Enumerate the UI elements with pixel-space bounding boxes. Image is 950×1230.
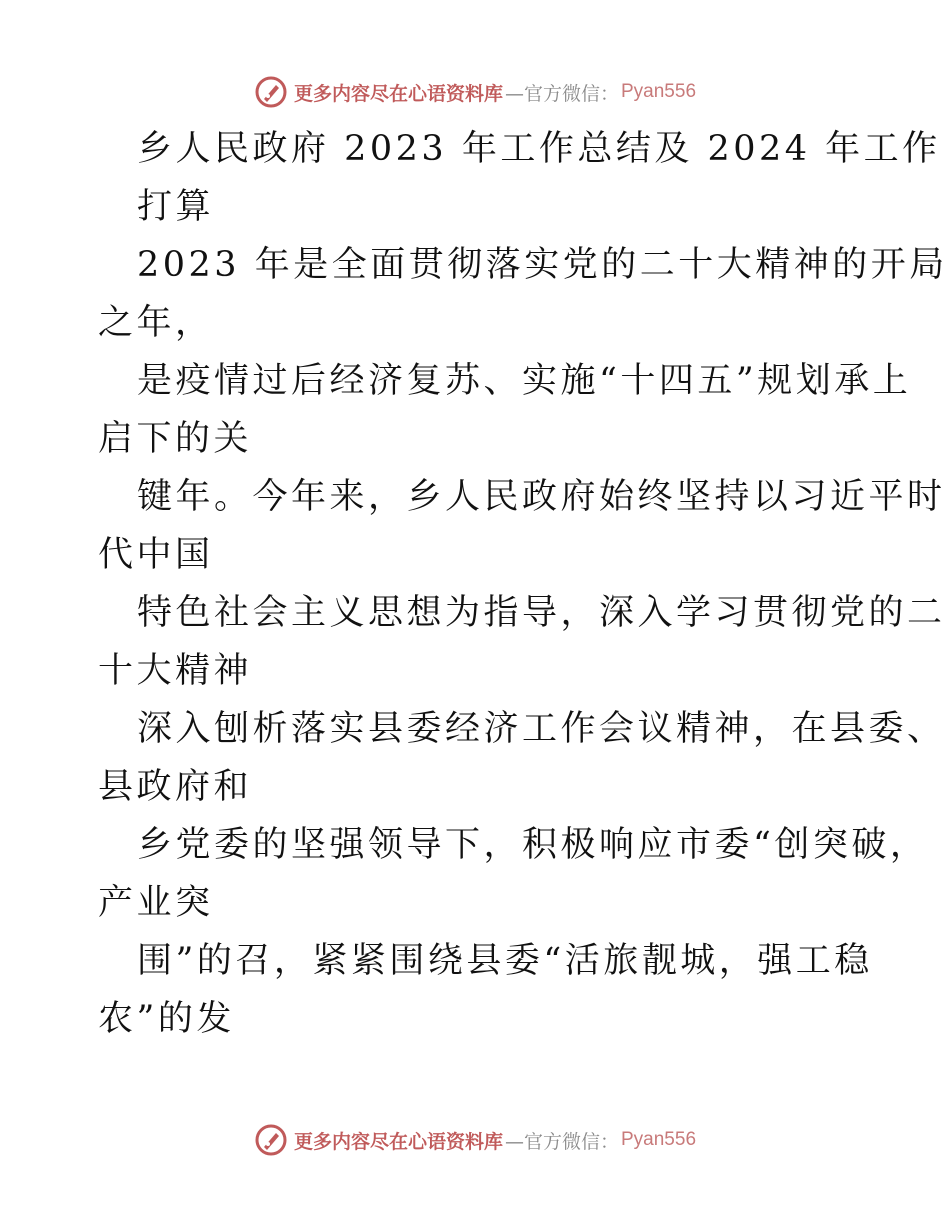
paragraph-line: 围”的召，紧紧围绕县委“活旅靓城，强工稳 <box>137 941 873 981</box>
paragraph-line: 特色社会主义思想为指导，深入学习贯彻党的二 <box>137 593 946 633</box>
paragraph-line: 县政府和 <box>98 767 253 807</box>
watermark-brand: 更多内容尽在心语资料库 <box>293 1130 503 1153</box>
pen-nib-circle-icon <box>254 1123 288 1157</box>
paragraph-line: 代中国 <box>98 535 214 575</box>
paragraph-line: 十大精神 <box>98 651 253 691</box>
watermark-wechat-id: Pyan556 <box>621 81 697 102</box>
paragraph-line: 深入刨析落实县委经济工作会议精神，在县委、 <box>137 709 946 749</box>
watermark-official-label: —官方微信： <box>504 1130 619 1153</box>
pen-nib-circle-icon <box>254 75 288 109</box>
paragraph-line: 产业突 <box>98 883 214 923</box>
header-watermark <box>0 72 950 112</box>
paragraph-line: 之年， <box>98 303 214 343</box>
watermark-brand: 更多内容尽在心语资料库 <box>293 82 503 105</box>
watermark-official-label: —官方微信： <box>504 82 619 105</box>
footer-watermark <box>0 1120 950 1160</box>
paragraph-line: 启下的关 <box>98 419 253 459</box>
paragraph-line: 2023 年是全面贯彻落实党的二十大精神的开局 <box>137 245 948 285</box>
watermark-wechat-id: Pyan556 <box>621 1129 697 1150</box>
document-title-line-1: 乡人民政府 2023 年工作总结及 2024 年工作 <box>137 129 941 169</box>
paragraph-line: 农”的发 <box>98 999 235 1039</box>
document-title-line-2: 打算 <box>137 187 215 227</box>
paragraph-line: 键年。今年来，乡人民政府始终坚持以习近平时 <box>137 477 946 517</box>
paragraph-line: 乡党委的坚强领导下，积极响应市委“创突破， <box>137 825 929 865</box>
paragraph-line: 是疫情过后经济复苏、实施“十四五”规划承上 <box>137 361 912 401</box>
